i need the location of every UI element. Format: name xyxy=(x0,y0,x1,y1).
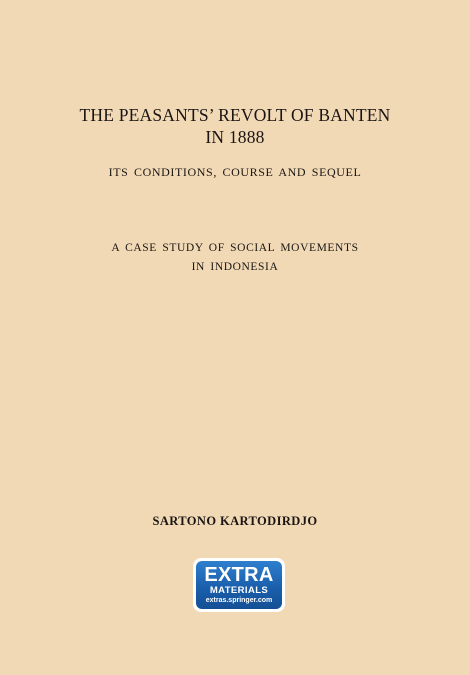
series-title-line-1: A CASE STUDY OF SOCIAL MOVEMENTS xyxy=(111,242,359,254)
badge-materials-label: MATERIALS xyxy=(209,585,269,596)
extra-materials-badge-inner xyxy=(196,561,282,609)
book-title-line-2: IN 1888 xyxy=(205,127,265,147)
series-title-line-2: IN INDONESIA xyxy=(191,261,279,273)
book-subtitle: ITS CONDITIONS, COURSE AND SEQUEL xyxy=(108,165,362,179)
book-title-line-1: THE PEASANTS’ REVOLT OF BANTEN xyxy=(79,105,391,125)
badge-extra-label: EXTRA xyxy=(204,564,274,586)
author-name: SARTONO KARTODIRDJO xyxy=(152,514,318,528)
series-title xyxy=(0,239,470,277)
extra-materials-badge[interactable] xyxy=(193,558,285,612)
badge-url-label: extras.springer.com xyxy=(205,597,273,604)
book-title xyxy=(0,104,470,148)
